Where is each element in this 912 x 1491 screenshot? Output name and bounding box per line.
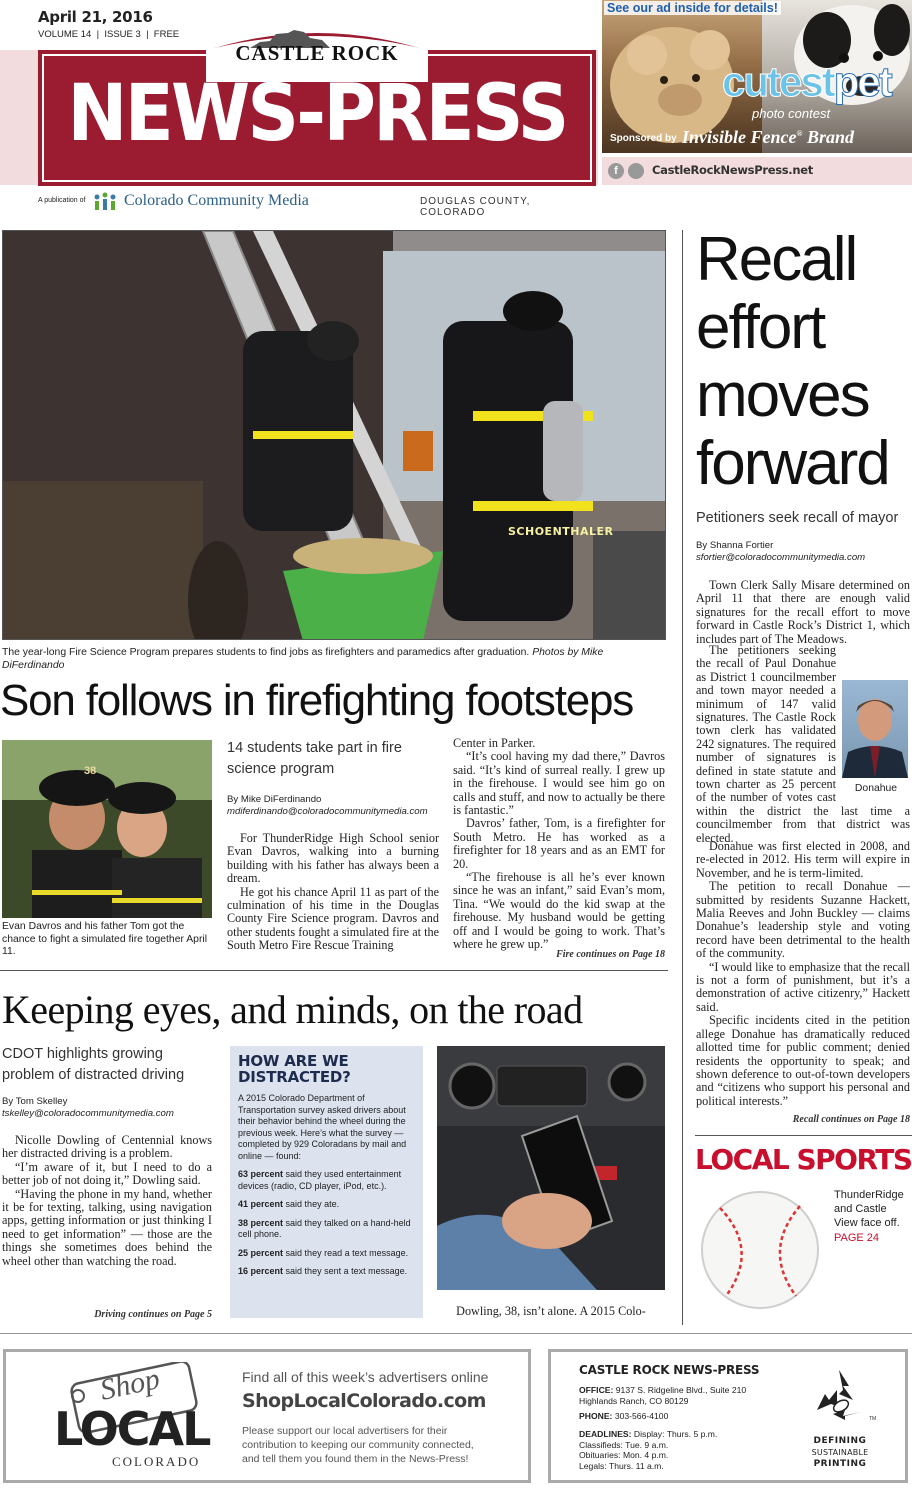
shop-local-logo-main: LOCAL	[54, 1402, 210, 1456]
road-continues[interactable]: Driving continues on Page 5	[94, 1309, 212, 1320]
fire-col2-lead: Center in Parker.	[453, 736, 536, 750]
recycle-leaf-icon	[809, 1366, 869, 1424]
contact-deadlines-label: DEADLINES:	[579, 1429, 632, 1439]
shop-local-logo-top: Shop	[97, 1362, 163, 1407]
sidebar-stat-item	[238, 1248, 415, 1260]
cutest-pet-logo-a: cutest	[722, 58, 834, 105]
masthead-town: CASTLE ROCK	[235, 41, 399, 65]
deadline-row: Classifieds: Tue. 9 a.m.	[579, 1439, 669, 1450]
issue-date: April 21, 2016	[38, 8, 153, 26]
ad-subtitle: photo contest	[752, 106, 831, 121]
jacket-name: SCHOENTHALER	[508, 525, 614, 538]
website-bar	[602, 157, 912, 185]
ad-headline: See our ad inside for details!	[604, 1, 781, 15]
sidebar-stat-value: 38 percent	[238, 1217, 284, 1228]
sidebar-stat-text: said they talked on a hand-held cell phone.	[238, 1217, 411, 1239]
inset-photo-caption: Evan Davros and his father Tom got the chance to fight a simulated fire together April 11.	[2, 921, 208, 957]
recall-deck: Petitioners seek recall of mayor	[696, 510, 899, 526]
shop-local-note: Please support our local advertisers for their contribution to keeping our community connected, and tell them you found them in the News-Press!	[242, 1425, 474, 1465]
fire-byline	[227, 794, 447, 818]
recycle-line-1: DEFINING	[813, 1436, 867, 1446]
contact-phone	[579, 1411, 668, 1422]
publisher-line	[38, 191, 598, 218]
website-link[interactable]: CastleRockNewsPress.net	[652, 163, 813, 177]
road-col-1	[2, 1134, 212, 1268]
fire-continues[interactable]: Fire continues on Page 18	[556, 949, 665, 960]
sidebar-stat-item	[238, 1266, 415, 1278]
recall-byline-email: sfortier@coloradocommunitymedia.com	[696, 552, 866, 563]
section-rule	[0, 970, 668, 971]
road-byline	[2, 1096, 216, 1120]
sidebar-stat-text: said they sent a text message.	[285, 1266, 408, 1276]
sidebar-stats	[238, 1169, 415, 1278]
contact-title: CASTLE ROCK NEWS-PRESS	[579, 1363, 760, 1377]
recall-wrap-para	[696, 644, 910, 845]
recall-para: The petition to recall Donahue — submitted by residents Suzanne Hackett, Malia Reeves and John Buckley — claims Donahue’s leadership style and voting record have been detrimental to the health of the community.	[696, 879, 910, 961]
fire-col2-para: Davros’ father, Tom, is a firefighter for South Metro. He has worked as a firefighter for 18 years and as an EMT for 20.	[453, 816, 665, 871]
recall-continues[interactable]: Recall continues on Page 18	[792, 1114, 910, 1125]
sidebar-stat-text: said they ate.	[285, 1199, 340, 1209]
recall-body	[696, 840, 910, 1108]
deadline-row: Legals: Thurs. 11 a.m.	[579, 1460, 664, 1471]
sidebar-stat-item	[238, 1169, 415, 1192]
fire-headline: Son follows in firefighting footsteps	[0, 676, 634, 725]
fire-deck: 14 students take part in fire science program	[227, 740, 402, 777]
contact-phone-text: 303-566-4100	[614, 1411, 669, 1421]
recall-para: Specific incidents cited in the petition allege Donahue has dramatically reduced allotted time for public comment; denied residents the opportunity to speak; and shown deference to out-of-town developers and “citizens who support his personal and political interests.”	[696, 1013, 910, 1108]
recall-para: The petitioners seeking the recall of Paul Donahue as District 1 councilmember and town mayor needed a minimum of 147 valid signatures. The Castle Rock town clerk has validated 242 signatures. The required number of signatures is defined in state statute and town charter as 25 percent of the number of votes cast within the district the last time a councilmember from that district was elected.	[696, 643, 910, 845]
phone-photo-caption: Dowling, 38, isn’t alone. A 2015 Colo-	[456, 1304, 646, 1318]
recall-headline: Recall effort moves forward	[696, 225, 889, 498]
fire-col-1	[227, 832, 439, 953]
ccm-logo-icon	[92, 192, 118, 212]
shop-local-intro: Find all of this week’s advertisers online	[242, 1369, 489, 1385]
recall-para: “I would like to emphasize that the recall is not a form of punishment, but it’s a demonstration of active citizenry,” Hackett said.	[696, 959, 910, 1014]
sidebar-title: HOW ARE WE DISTRACTED?	[238, 1052, 351, 1086]
facebook-icon[interactable]: f	[608, 163, 624, 179]
firefighter-scene-icon	[3, 231, 666, 640]
volume-line: VOLUME 14 | ISSUE 3 | FREE	[38, 29, 180, 40]
ad-sponsor-brand: Invisible Fence	[682, 127, 797, 147]
shop-local-url[interactable]: ShopLocalColorado.com	[242, 1390, 486, 1412]
road-para: “Having the phone in my hand, whether it be for texting, talking, using navigation apps, getting information or just thinking I need to get information” — those are the things she sometimes does behind the wheel other than watching the road.	[2, 1186, 212, 1268]
phone-driving-photo	[437, 1046, 665, 1290]
ad-sponsor-prefix: Sponsored by	[610, 133, 677, 144]
lead-photo-caption	[2, 647, 666, 672]
fire-col1-para: For ThunderRidge High School senior Evan Davros, walking into a burning building with his father has always been a dream.	[227, 831, 439, 886]
deadline-row	[579, 1429, 717, 1440]
sidebar-stat-value: 63 percent	[238, 1169, 284, 1179]
right-column-rule	[682, 230, 683, 1325]
road-byline-name: By Tom Skelley	[2, 1096, 68, 1107]
sidebar-stat-item	[238, 1218, 415, 1241]
recycle-line-3: PRINTING	[813, 1459, 867, 1469]
recycle-mark: TM	[869, 1416, 877, 1422]
donahue-photo	[842, 680, 908, 778]
recall-para: Town Clerk Sally Misare determined on April 11 that there are enough valid signatures for the recall effort to move forward in Castle Rock’s District 1, which includes part of The Meadows.	[696, 578, 910, 646]
sidebar-stat-item	[238, 1199, 415, 1211]
cutest-pet-logo	[722, 60, 891, 104]
local-sports-label[interactable]: LOCAL SPORTS	[695, 1143, 912, 1176]
sports-rule	[695, 1135, 912, 1136]
fire-col1-para: He got his chance April 11 as part of the culmination of his time in the Douglas County Fire Science program. Davros and other students fought a simulated fire at the South Metro Fire Rescue Training	[227, 884, 439, 953]
distraction-sidebar	[230, 1046, 423, 1318]
cutest-pet-logo-b: pet	[833, 58, 891, 105]
fire-col2-para: “The firehouse is all he’s ever known since he was an infant,” said Evan’s mom, Tina. “We would do the kid swap at the firehouse. My husband would be getting off and I would be going to work. That’s where he grew up.”	[453, 870, 665, 952]
contact-deadlines	[579, 1429, 717, 1471]
baseball-icon	[696, 1188, 826, 1312]
sidebar-stat-value: 25 percent	[238, 1247, 284, 1258]
contact-office-text: 9137 S. Ridgeline Blvd., Suite 210 Highlands Ranch, CO 80129	[579, 1385, 747, 1406]
contact-office	[579, 1385, 779, 1406]
deadline-row: Obituaries: Mon. 4 p.m.	[579, 1450, 669, 1460]
road-para: “I’m aware of it, but I need to do a better job of not doing it,” Dowling said.	[2, 1159, 212, 1188]
sidebar-intro: A 2015 Colorado Department of Transportation survey asked drivers about their behavior behind the wheel during the previous week. Here’s what the survey — completed by 929 Coloradans by mail and online — found:	[238, 1093, 407, 1161]
recall-lead-para	[696, 579, 910, 646]
recycle-line-2: SUSTAINABLE	[811, 1448, 869, 1457]
donahue-portrait-icon	[842, 680, 908, 778]
masthead	[0, 0, 600, 218]
shop-local-logo-bottom: COLORADO	[112, 1454, 201, 1469]
twitter-icon[interactable]	[628, 163, 644, 179]
fire-lead-photo	[2, 230, 666, 640]
sidebar-stat-value: 16 percent	[238, 1266, 284, 1276]
sports-blurb: ThunderRidge and Castle View face off.	[834, 1189, 904, 1229]
recall-byline-name: By Shanna Fortier	[696, 540, 774, 551]
donahue-caption: Donahue	[854, 783, 898, 794]
davros-inset-photo	[2, 740, 212, 918]
recall-byline	[696, 540, 912, 564]
publisher-name: Colorado Community Media	[124, 192, 309, 209]
shop-local-ad[interactable]	[3, 1349, 531, 1483]
cutest-pet-ad[interactable]	[602, 0, 912, 153]
fire-col-2	[453, 737, 665, 952]
fire-byline-name: By Mike DiFerdinando	[227, 794, 322, 805]
fire-byline-email: mdiferdinando@coloradocommunitymedia.com	[227, 806, 428, 817]
ad-sponsor-mark: ®	[796, 129, 803, 138]
donahue-photo-float	[842, 644, 910, 796]
publication-prefix: A publication of	[38, 197, 86, 204]
deadline-text: Display: Thurs. 5 p.m.	[633, 1429, 718, 1439]
ad-sponsor-name	[682, 127, 854, 148]
lead-photo-credit: Photos by Mike DiFerdinando	[2, 647, 604, 671]
road-para: Nicolle Dowling of Centennial knows her distracted driving is a problem.	[2, 1133, 212, 1161]
masthead-title: NEWS-PRESS	[67, 69, 567, 159]
ad-sponsor-line	[602, 128, 912, 150]
road-byline-email: tskelley@coloradocommunitymedia.com	[2, 1108, 174, 1119]
footer-rule	[0, 1333, 912, 1334]
contact-box	[548, 1349, 908, 1483]
hand-holding-phone-icon	[437, 1046, 665, 1290]
sidebar-stat-text: said they used entertainment devices (radio, CD player, iPod, etc.).	[238, 1169, 402, 1191]
sports-page-link[interactable]: PAGE 24	[834, 1232, 880, 1244]
contact-phone-label: PHONE:	[579, 1411, 613, 1421]
fire-col2-para: “It’s cool having my dad there,” Davros said. “It’s kind of surreal really. I grew up in the firehouse. I would see him go on calls and stuff, and now to actually be there is fantastic.”	[453, 749, 665, 818]
road-deck: CDOT highlights growing problem of distracted driving	[2, 1046, 185, 1083]
contact-office-label: OFFICE:	[579, 1385, 614, 1395]
sidebar-stat-text: said they read a text message.	[285, 1247, 409, 1258]
helmet-number: 38	[84, 765, 97, 777]
father-son-firefighters-icon	[2, 740, 212, 918]
lead-photo-caption-text: The year-long Fire Science Program prepares students to find jobs as firefighters and paramedics after graduation.	[2, 647, 530, 658]
ad-sponsor-suffix: Brand	[806, 127, 855, 147]
location-label: DOUGLAS COUNTY, COLORADO	[420, 196, 531, 218]
sidebar-stat-value: 41 percent	[238, 1199, 284, 1209]
recall-para: Donahue was first elected in 2008, and re-elected in 2012. His term will expire in November, and he is term-limited.	[696, 839, 910, 880]
road-headline: Keeping eyes, and minds, on the road	[2, 987, 583, 1032]
